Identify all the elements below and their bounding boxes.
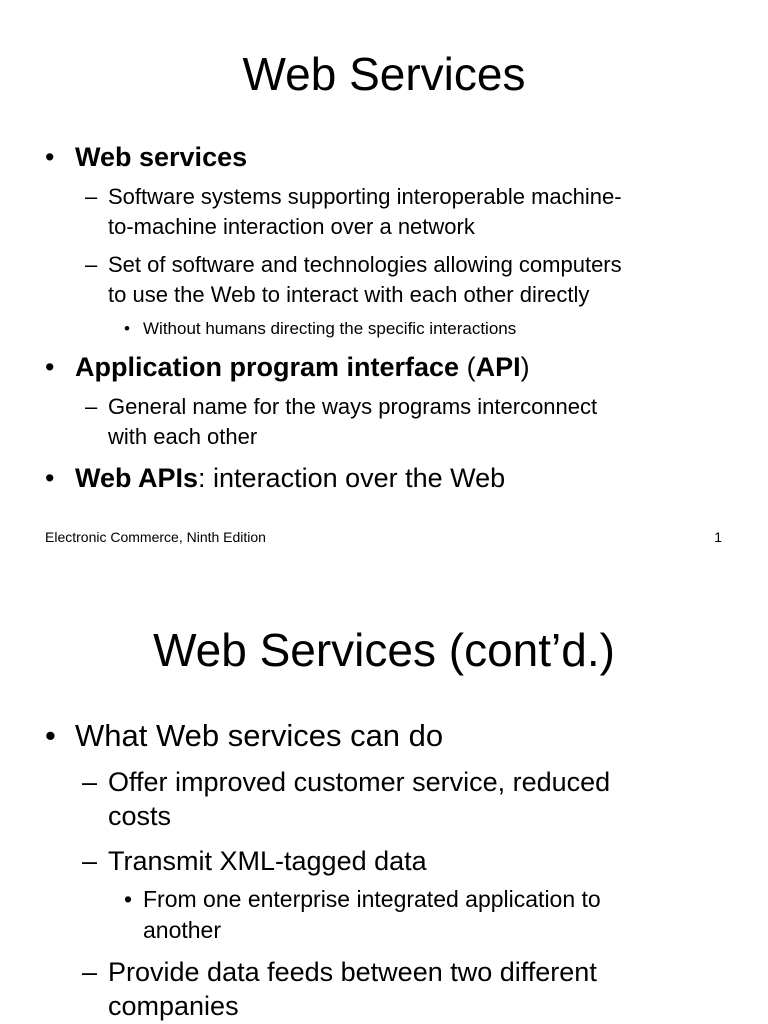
sub-bullet-line-2: to-machine interaction over a network	[108, 214, 475, 239]
bullet-dot: •	[45, 463, 55, 493]
sub-bullet-dash: –	[82, 846, 98, 876]
sub-bullet-dash: –	[82, 767, 98, 797]
sub-bullet-set-of-software	[85, 250, 735, 310]
sub-sub-bullet-from-one-enterprise	[124, 884, 744, 946]
sub-bullet-text: Transmit XML-tagged data	[108, 846, 427, 876]
bullet-what-web-services-can-do	[45, 719, 745, 753]
sub-bullet-line-1: Provide data feeds between two different	[108, 957, 597, 987]
bullet-text	[75, 463, 505, 493]
sub-bullet-line-1: Software systems supporting interoperable machine-	[108, 184, 622, 209]
footer-page-number: 1	[714, 529, 722, 545]
slide-2-title: Web Services (cont’d.)	[153, 624, 615, 676]
bullet-bold-text: Application program interface	[75, 352, 460, 382]
sub-sub-bullet-dot: •	[124, 319, 130, 338]
bullet-rest-text: : interaction over the Web	[198, 463, 506, 493]
bullet-end-text: )	[520, 352, 530, 382]
sub-bullet-line-2: companies	[108, 991, 239, 1021]
sub-bullet-software-systems	[85, 182, 735, 242]
sub-bullet-line-1: General name for the ways programs interconnect	[108, 394, 598, 419]
bullet-bold-abbrev: API	[475, 352, 521, 382]
sub-bullet-dash: –	[85, 394, 98, 419]
bullet-bold-text: Web APIs	[75, 463, 199, 493]
sub-bullet-offer-improved	[82, 765, 742, 833]
sub-bullet-line-2: to use the Web to interact with each other directly	[108, 282, 590, 307]
sub-sub-bullet-line-2: another	[143, 917, 222, 943]
sub-bullet-line-1: Offer improved customer service, reduced	[108, 767, 611, 797]
sub-bullet-dash: –	[82, 957, 98, 987]
sub-sub-bullet-dot: •	[124, 886, 133, 912]
bullet-mid-text: (	[459, 352, 476, 382]
sub-bullet-dash: –	[85, 184, 98, 209]
sub-bullet-line-1: Set of software and technologies allowing computers	[108, 252, 622, 277]
sub-bullet-general-name	[85, 392, 735, 452]
bullet-text: What Web services can do	[75, 718, 444, 753]
sub-sub-bullet-text: Without humans directing the specific interactions	[143, 319, 517, 338]
slide-2	[0, 576, 768, 1024]
bullet-text	[75, 142, 247, 172]
sub-bullet-line-2: costs	[108, 801, 172, 831]
sub-bullet-dash: –	[85, 252, 98, 277]
sub-bullet-provide-data-feeds	[82, 955, 742, 1023]
sub-bullet-line-2: with each other	[108, 424, 258, 449]
bullet-bold-text: Web services	[75, 142, 248, 172]
bullet-web-services	[45, 142, 745, 172]
footer-course-title: Electronic Commerce, Ninth Edition	[45, 529, 266, 545]
slide-1-title: Web Services	[242, 48, 526, 100]
sub-sub-bullet-line-1: From one enterprise integrated application to	[143, 886, 601, 912]
bullet-web-apis	[45, 463, 745, 493]
bullet-api	[45, 352, 745, 382]
sub-bullet-transmit-xml	[82, 844, 742, 878]
bullet-text	[75, 352, 530, 382]
sub-sub-bullet-without-humans	[124, 318, 724, 340]
bullet-dot: •	[45, 142, 55, 172]
bullet-dot: •	[45, 718, 56, 753]
bullet-dot: •	[45, 352, 55, 382]
